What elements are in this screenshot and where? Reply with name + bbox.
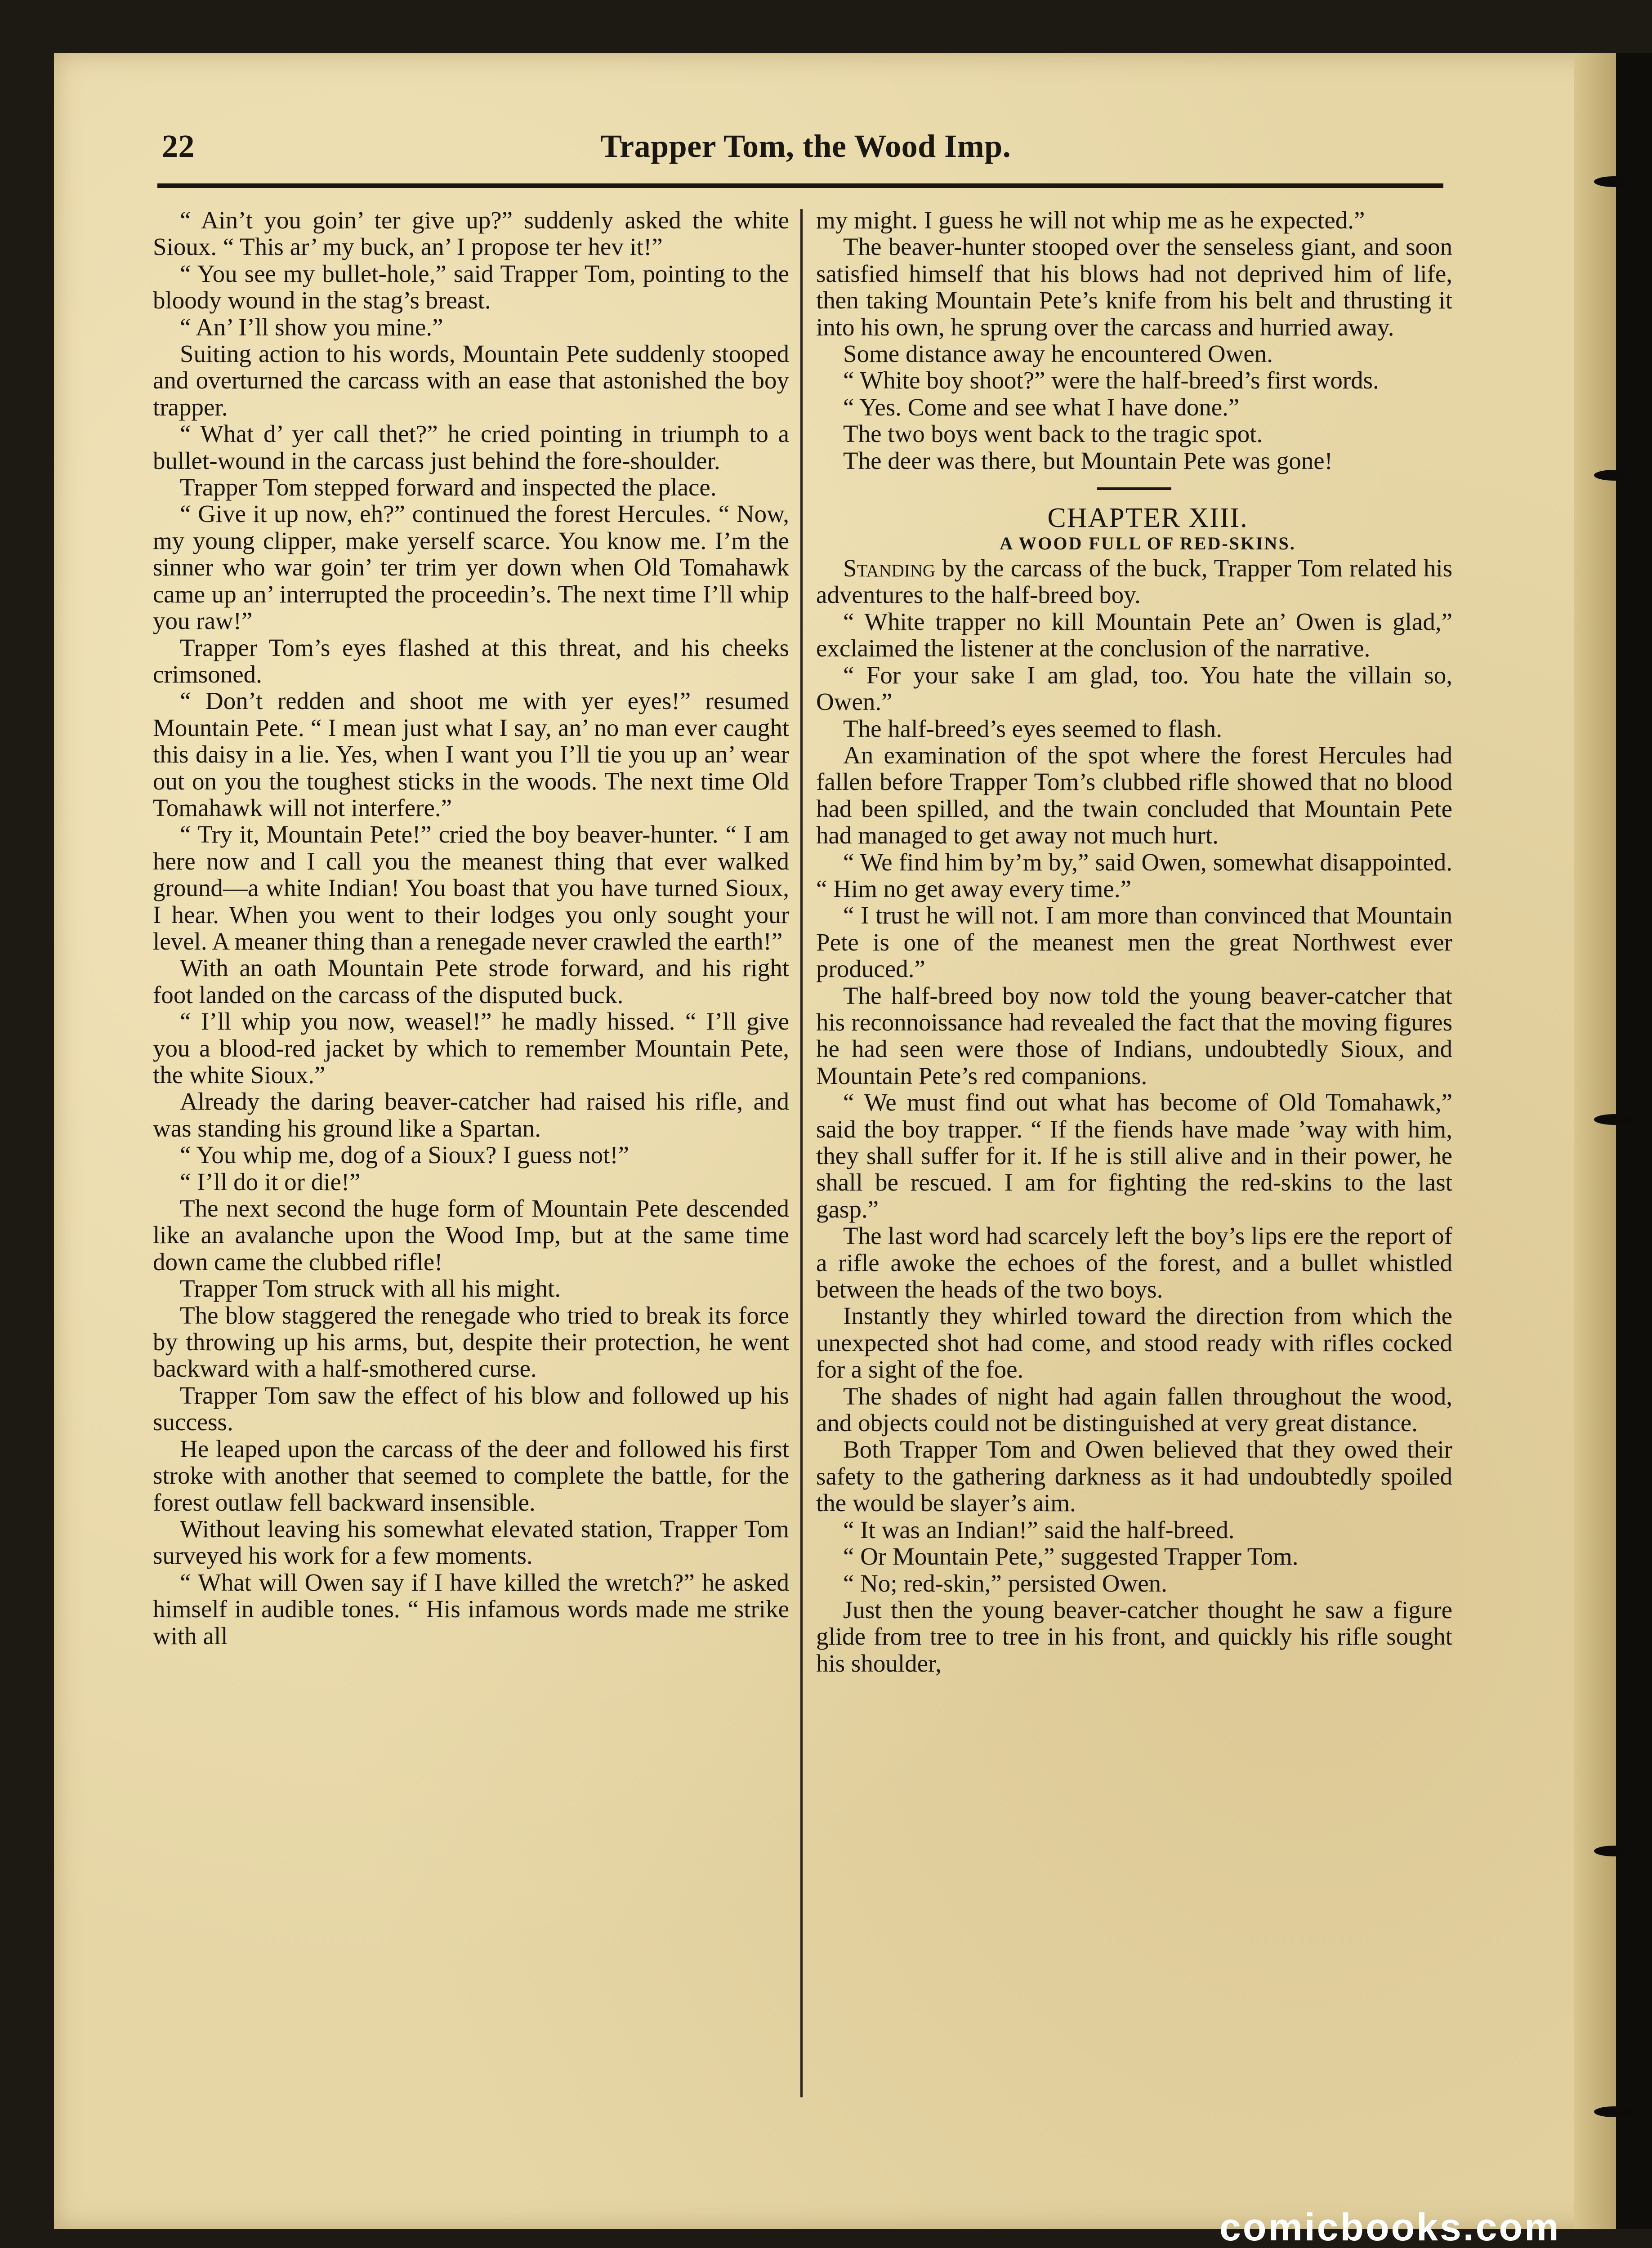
paragraph: The beaver-hunter stooped over the senseless giant, and soon satisfied himself that his blows had not deprived him of life, then taking Mountain Pete’s knife from his belt and thrusting it into his own, he sprung over the carcass and hurried away. bbox=[816, 233, 1452, 341]
paragraph: “ No; red-skin,” persisted Owen. bbox=[843, 1569, 1167, 1597]
right-column bbox=[816, 207, 1452, 1677]
paragraph: The shades of night had again fallen throughout the wood, and objects could not be distinguished at very great distance. bbox=[816, 1382, 1452, 1437]
chapter-lead-text: by the carcass of the buck, Trapper Tom related his adventures to the half-breed boy. bbox=[816, 554, 1452, 609]
paragraph: “ An’ I’ll show you mine.” bbox=[180, 313, 443, 341]
binding-stitch bbox=[1594, 470, 1634, 481]
paragraph: Trapper Tom stepped forward and inspected the place. bbox=[180, 473, 717, 501]
paragraph: Both Trapper Tom and Owen believed that they owed their safety to the gathering darkness as it had undoubtedly spoiled the would be slayer’s aim. bbox=[816, 1436, 1452, 1517]
paragraph: The next second the huge form of Mountain Pete descended like an avalanche upon the Wood Imp, but at the same time down came the clubbed rifle! bbox=[153, 1195, 789, 1276]
paragraph: “ I’ll do it or die!” bbox=[180, 1168, 361, 1195]
paragraph: Some distance away he encountered Owen. bbox=[843, 340, 1273, 368]
paragraph: “ It was an Indian!” said the half-breed. bbox=[843, 1516, 1235, 1543]
paragraph: Trapper Tom struck with all his might. bbox=[180, 1275, 561, 1302]
running-header bbox=[103, 122, 1452, 172]
paragraph: Trapper Tom saw the effect of his blow and followed up his success. bbox=[153, 1381, 789, 1436]
left-column bbox=[153, 207, 789, 1649]
chapter-lead-word: Standing bbox=[843, 554, 936, 582]
binding-stitch bbox=[1594, 176, 1634, 187]
paragraph: “ Ain’t you goin’ ter give up?” suddenly asked the white Sioux. “ This ar’ my buck, an’ I propose ter hev it!” bbox=[153, 206, 789, 261]
right-column-top bbox=[816, 207, 1452, 474]
binding-stitch bbox=[1594, 2106, 1634, 2117]
paragraph: “ We must find out what has become of Old Tomahawk,” said the boy trapper. “ If the fiends have made ’way with him, they shall suffer for it. If he is still alive and in their power, he shall be rescued. I am for fighting the red-skins to the last gasp.” bbox=[816, 1088, 1452, 1223]
paragraph: “ For your sake I am glad, too. You hate the villain so, Owen.” bbox=[816, 661, 1452, 716]
paragraph: “ Give it up now, eh?” continued the forest Hercules. “ Now, my young clipper, make yerself scarce. You know me. I’m the sinner who war goin’ ter trim yer down when Old Tomahawk came up an’ interrupted the proceedin’s. The next time I’ll whip you raw!” bbox=[153, 500, 789, 635]
paragraph: “ You see my bullet-hole,” said Trapper Tom, pointing to the bloody wound in the stag’s breast. bbox=[153, 259, 789, 314]
paragraph: The last word had scarcely left the boy’s lips ere the report of a rifle awoke the echoes of the forest, and a bullet whistled between the heads of the two boys. bbox=[816, 1222, 1452, 1303]
paragraph: “ Try it, Mountain Pete!” cried the boy beaver-hunter. “ I am here now and I call you the meanest thing that ever walked ground—a white Indian! You boast that you have turned Sioux, I hear. When you went to their lodges you only sought your level. A meaner thing than a renegade never crawled the earth!” bbox=[153, 821, 789, 955]
paragraph: “ We find him by’m by,” said Owen, somewhat disappointed. “ Him no get away every time.” bbox=[816, 848, 1452, 902]
paragraph: “ What will Owen say if I have killed the wretch?” he asked himself in audible tones. “ His infamous words made me strike with all bbox=[153, 1568, 789, 1650]
paragraph: Already the daring beaver-catcher had raised his rifle, and was standing his ground like a Spartan. bbox=[153, 1088, 789, 1142]
paragraph: Without leaving his somewhat elevated station, Trapper Tom surveyed his work for a few moments. bbox=[153, 1515, 789, 1570]
paragraph: “ I trust he will not. I am more than convinced that Mountain Pete is one of the meanest men the great Northwest ever produced.” bbox=[816, 901, 1452, 983]
binding-stitch bbox=[1594, 1114, 1634, 1125]
paragraph: The half-breed boy now told the young beaver-catcher that his reconnoissance had revealed the fact that the moving figures he had seen were those of Indians, undoubtedly Sioux, and Mountain Pete’s red companions. bbox=[816, 981, 1452, 1089]
paragraph: The deer was there, but Mountain Pete was gone! bbox=[843, 446, 1333, 474]
paragraph: “ What d’ yer call thet?” he cried pointing in triumph to a bullet-wound in the carcass just behind the fore-shoulder. bbox=[153, 420, 789, 474]
chapter-title: CHAPTER XIII. bbox=[1047, 503, 1248, 534]
paragraph: “ You whip me, dog of a Sioux? I guess not!” bbox=[180, 1141, 630, 1169]
running-title: Trapper Tom, the Wood Imp. bbox=[600, 128, 1011, 164]
paragraph: The two boys went back to the tragic spot. bbox=[843, 420, 1263, 448]
paragraph: Instantly they whirled toward the direction from which the unexpected shot had come, and stood ready with rifles cocked for a sight of the foe. bbox=[816, 1302, 1452, 1383]
column-divider bbox=[800, 209, 803, 2097]
site-watermark: comicbooks.com bbox=[1219, 2206, 1561, 2248]
paragraph: With an oath Mountain Pete strode forward, and his right foot landed on the carcass of the disputed buck. bbox=[153, 954, 789, 1008]
paragraph: The half-breed’s eyes seemed to flash. bbox=[843, 714, 1222, 742]
paragraph: Suiting action to his words, Mountain Pete suddenly stooped and overturned the carcass with an ease that astonished the boy trapper. bbox=[153, 340, 789, 421]
paragraph: my might. I guess he will not whip me as he expected.” bbox=[816, 206, 1365, 234]
binding-edge bbox=[1616, 53, 1652, 2229]
paragraph: An examination of the spot where the forest Hercules had fallen before Trapper Tom’s clubbed rifle showed that no blood had been spilled, and the twain concluded that Mountain Pete had managed to get away not much hurt. bbox=[816, 741, 1452, 849]
header-rule bbox=[157, 183, 1443, 188]
chapter-lead-paragraph bbox=[816, 555, 1452, 608]
paragraph: “ Yes. Come and see what I have done.” bbox=[843, 393, 1240, 421]
paragraph: Trapper Tom’s eyes flashed at this threat, and his cheeks crimsoned. bbox=[153, 633, 789, 688]
paragraph: “ White trapper no kill Mountain Pete an’ Owen is glad,” exclaimed the listener at the conclusion of the narrative. bbox=[816, 607, 1452, 662]
paragraph: “ I’ll whip you now, weasel!” he madly hissed. “ I’ll give you a blood-red jacket by which to remember Mountain Pete, the white Sioux.” bbox=[153, 1008, 789, 1088]
section-separator bbox=[1097, 487, 1171, 490]
paragraph: “ White boy shoot?” were the half-breed’s first words. bbox=[843, 366, 1379, 394]
paragraph: “ Or Mountain Pete,” suggested Trapper Tom. bbox=[843, 1543, 1299, 1570]
paragraph: He leaped upon the carcass of the deer and followed his first stroke with another that seemed to complete the battle, for the forest outlaw fell backward insensible. bbox=[153, 1435, 789, 1516]
paragraph: Just then the young beaver-catcher thought he saw a figure glide from tree to tree in his front, and quickly his rifle sought his shoulder, bbox=[816, 1596, 1452, 1677]
paragraph: The blow staggered the renegade who tried to break its force by throwing up his arms, but, despite their protection, he went backward with a half-smothered curse. bbox=[153, 1301, 789, 1383]
paragraph: “ Don’t redden and shoot me with yer eyes!” resumed Mountain Pete. “ I mean just what I say, an’ no man ever caught this daisy in a lie. Yes, when I want you I’ll tie you up an’ wear out on you the toughest sticks in the woods. The next time Old Tomahawk will not interfere.” bbox=[153, 687, 789, 821]
page-spine-edge bbox=[1574, 53, 1616, 2229]
right-column-bottom bbox=[816, 608, 1452, 1677]
chapter-subtitle: A WOOD FULL OF RED-SKINS. bbox=[1000, 533, 1296, 554]
page-number: 22 bbox=[162, 128, 195, 164]
binding-stitch bbox=[1594, 1846, 1634, 1856]
